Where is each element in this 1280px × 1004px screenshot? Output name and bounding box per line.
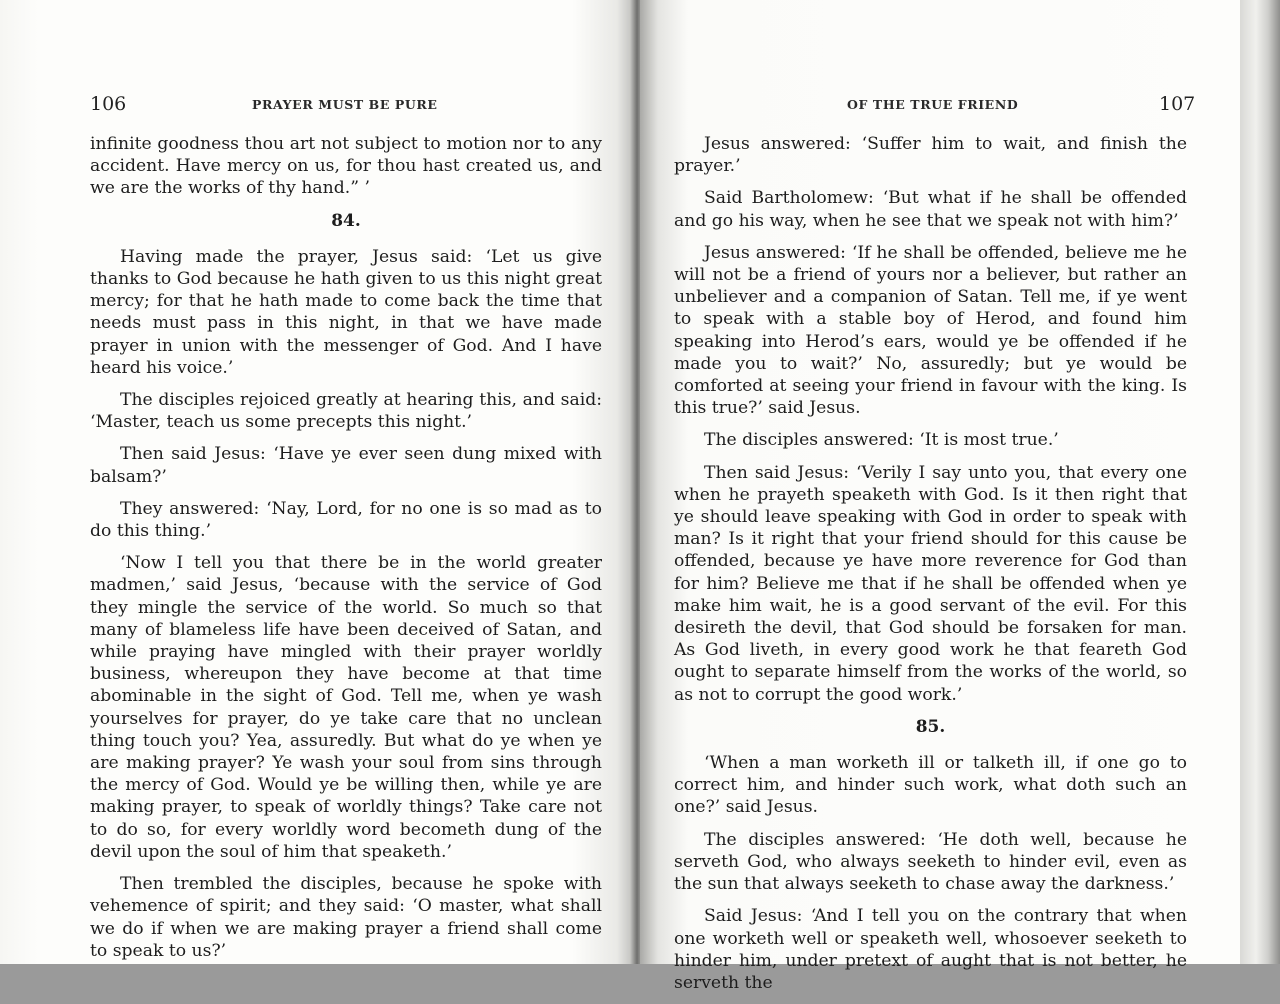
paragraph: They answered: ‘Nay, Lord, for no one is so mad as to do this thing.’ <box>90 498 602 542</box>
paragraph: Having made the prayer, Jesus said: ‘Let us give thanks to God because he hath given to us this night great mercy; for that he hath made to come back the time that needs must pass in this night, in that we have made prayer in union with the messenger of God. And I have heard his voice.’ <box>90 246 602 378</box>
left-running-head: PRAYER MUST BE PURE <box>252 97 438 112</box>
paragraph: Jesus answered: ‘Suffer him to wait, and finish the prayer.’ <box>674 134 1187 177</box>
paragraph: The disciples answered: ‘It is most true.’ <box>704 430 1059 451</box>
paragraph: ‘Now I tell you that there be in the world greater madmen,’ said Jesus, ‘because with the service of God they mingle the service of the world. So much so that many of blameless life have been deceived of Satan, and while praying have mingled with their prayer worldly business, whereupon they have become at that time abominable in the sight of God. Tell me, when ye wash yourselves for prayer, do ye take care that no unclean thing touch you? Yea, assuredly. But what do ye when ye are making prayer? Ye wash your soul from sins through the mercy of God. Would ye be willing then, while ye are making prayer, to speak of worldly things? Take care not to do so, for every worldly word becometh dung of the devil upon the soul of him that speaketh.’ <box>90 553 602 862</box>
left-page <box>0 0 636 964</box>
paragraph: infinite goodness thou art not subject to motion nor to any accident. Have mercy on us, for thou hast created us, and we are the works of thy hand.” ’ <box>90 134 602 199</box>
paragraph: Jesus answered: ‘If he shall be offended, believe me he will not be a friend of yours nor a believer, but rather an unbeliever and a companion of Satan. Tell me, if ye went to speak with a stable boy of Herod, and found him speaking into Herod’s ears, would ye be offended if he made you to wait?’ No, assuredly; but ye would be comforted at seeing your friend in favour with the king. Is this true?’ said Jesus. <box>674 242 1187 419</box>
chapter-heading-85: 85. <box>915 716 946 737</box>
paragraph: The disciples answered: ‘He doth well, because he serveth God, who always seeketh to hinder evil, even as the sun that always seeketh to chase away the darkness.’ <box>674 829 1187 895</box>
paragraph: Said Jesus: ‘And I tell you on the contrary that when one worketh well or speaketh well, whosoever seeketh to hinder him, under pretext of aught that is not better, he serveth the <box>674 906 1187 993</box>
right-page-number: 107 <box>1159 93 1196 115</box>
page-edges <box>1240 0 1280 964</box>
left-page-text <box>90 133 602 972</box>
paragraph: ‘When a man worketh ill or talketh ill, if one go to correct him, and hinder such work, what doth such an one?’ said Jesus. <box>674 753 1187 818</box>
right-running-head: OF THE TRUE FRIEND <box>847 97 1019 112</box>
paragraph: Then trembled the disciples, because he spoke with vehemence of spirit; and they said: ‘O master, what shall we do if when we are making prayer a friend shall come to speak to us?’ <box>90 874 602 961</box>
right-page <box>640 0 1240 993</box>
paragraph: Then said Jesus: ‘Have ye ever seen dung mixed with balsam?’ <box>90 444 602 487</box>
chapter-heading-84: 84. <box>331 210 361 231</box>
right-page-text <box>674 133 1187 1004</box>
left-page-number: 106 <box>90 93 127 115</box>
paragraph: Then said Jesus: ‘Verily I say unto you, that every one when he prayeth speaketh with God. Is it then right that ye should leave speaking with God in order to speak with man? Is it right that your friend should for this cause be offended, because ye have more reverence for God than for him? Believe me that if he shall be offended when ye make him wait, he is a good servant of the evil. For this desireth the devil, that God should be forsaken for man. As God liveth, in every good work he that feareth God ought to separate himself from the works of the world, so as not to corrupt the good work.’ <box>674 462 1187 705</box>
paragraph: Said Bartholomew: ‘But what if he shall be offended and go his way, when he see that we speak not with him?’ <box>674 188 1187 231</box>
paragraph: The disciples rejoiced greatly at hearing this, and said: ‘Master, teach us some precepts this night.’ <box>90 390 602 433</box>
